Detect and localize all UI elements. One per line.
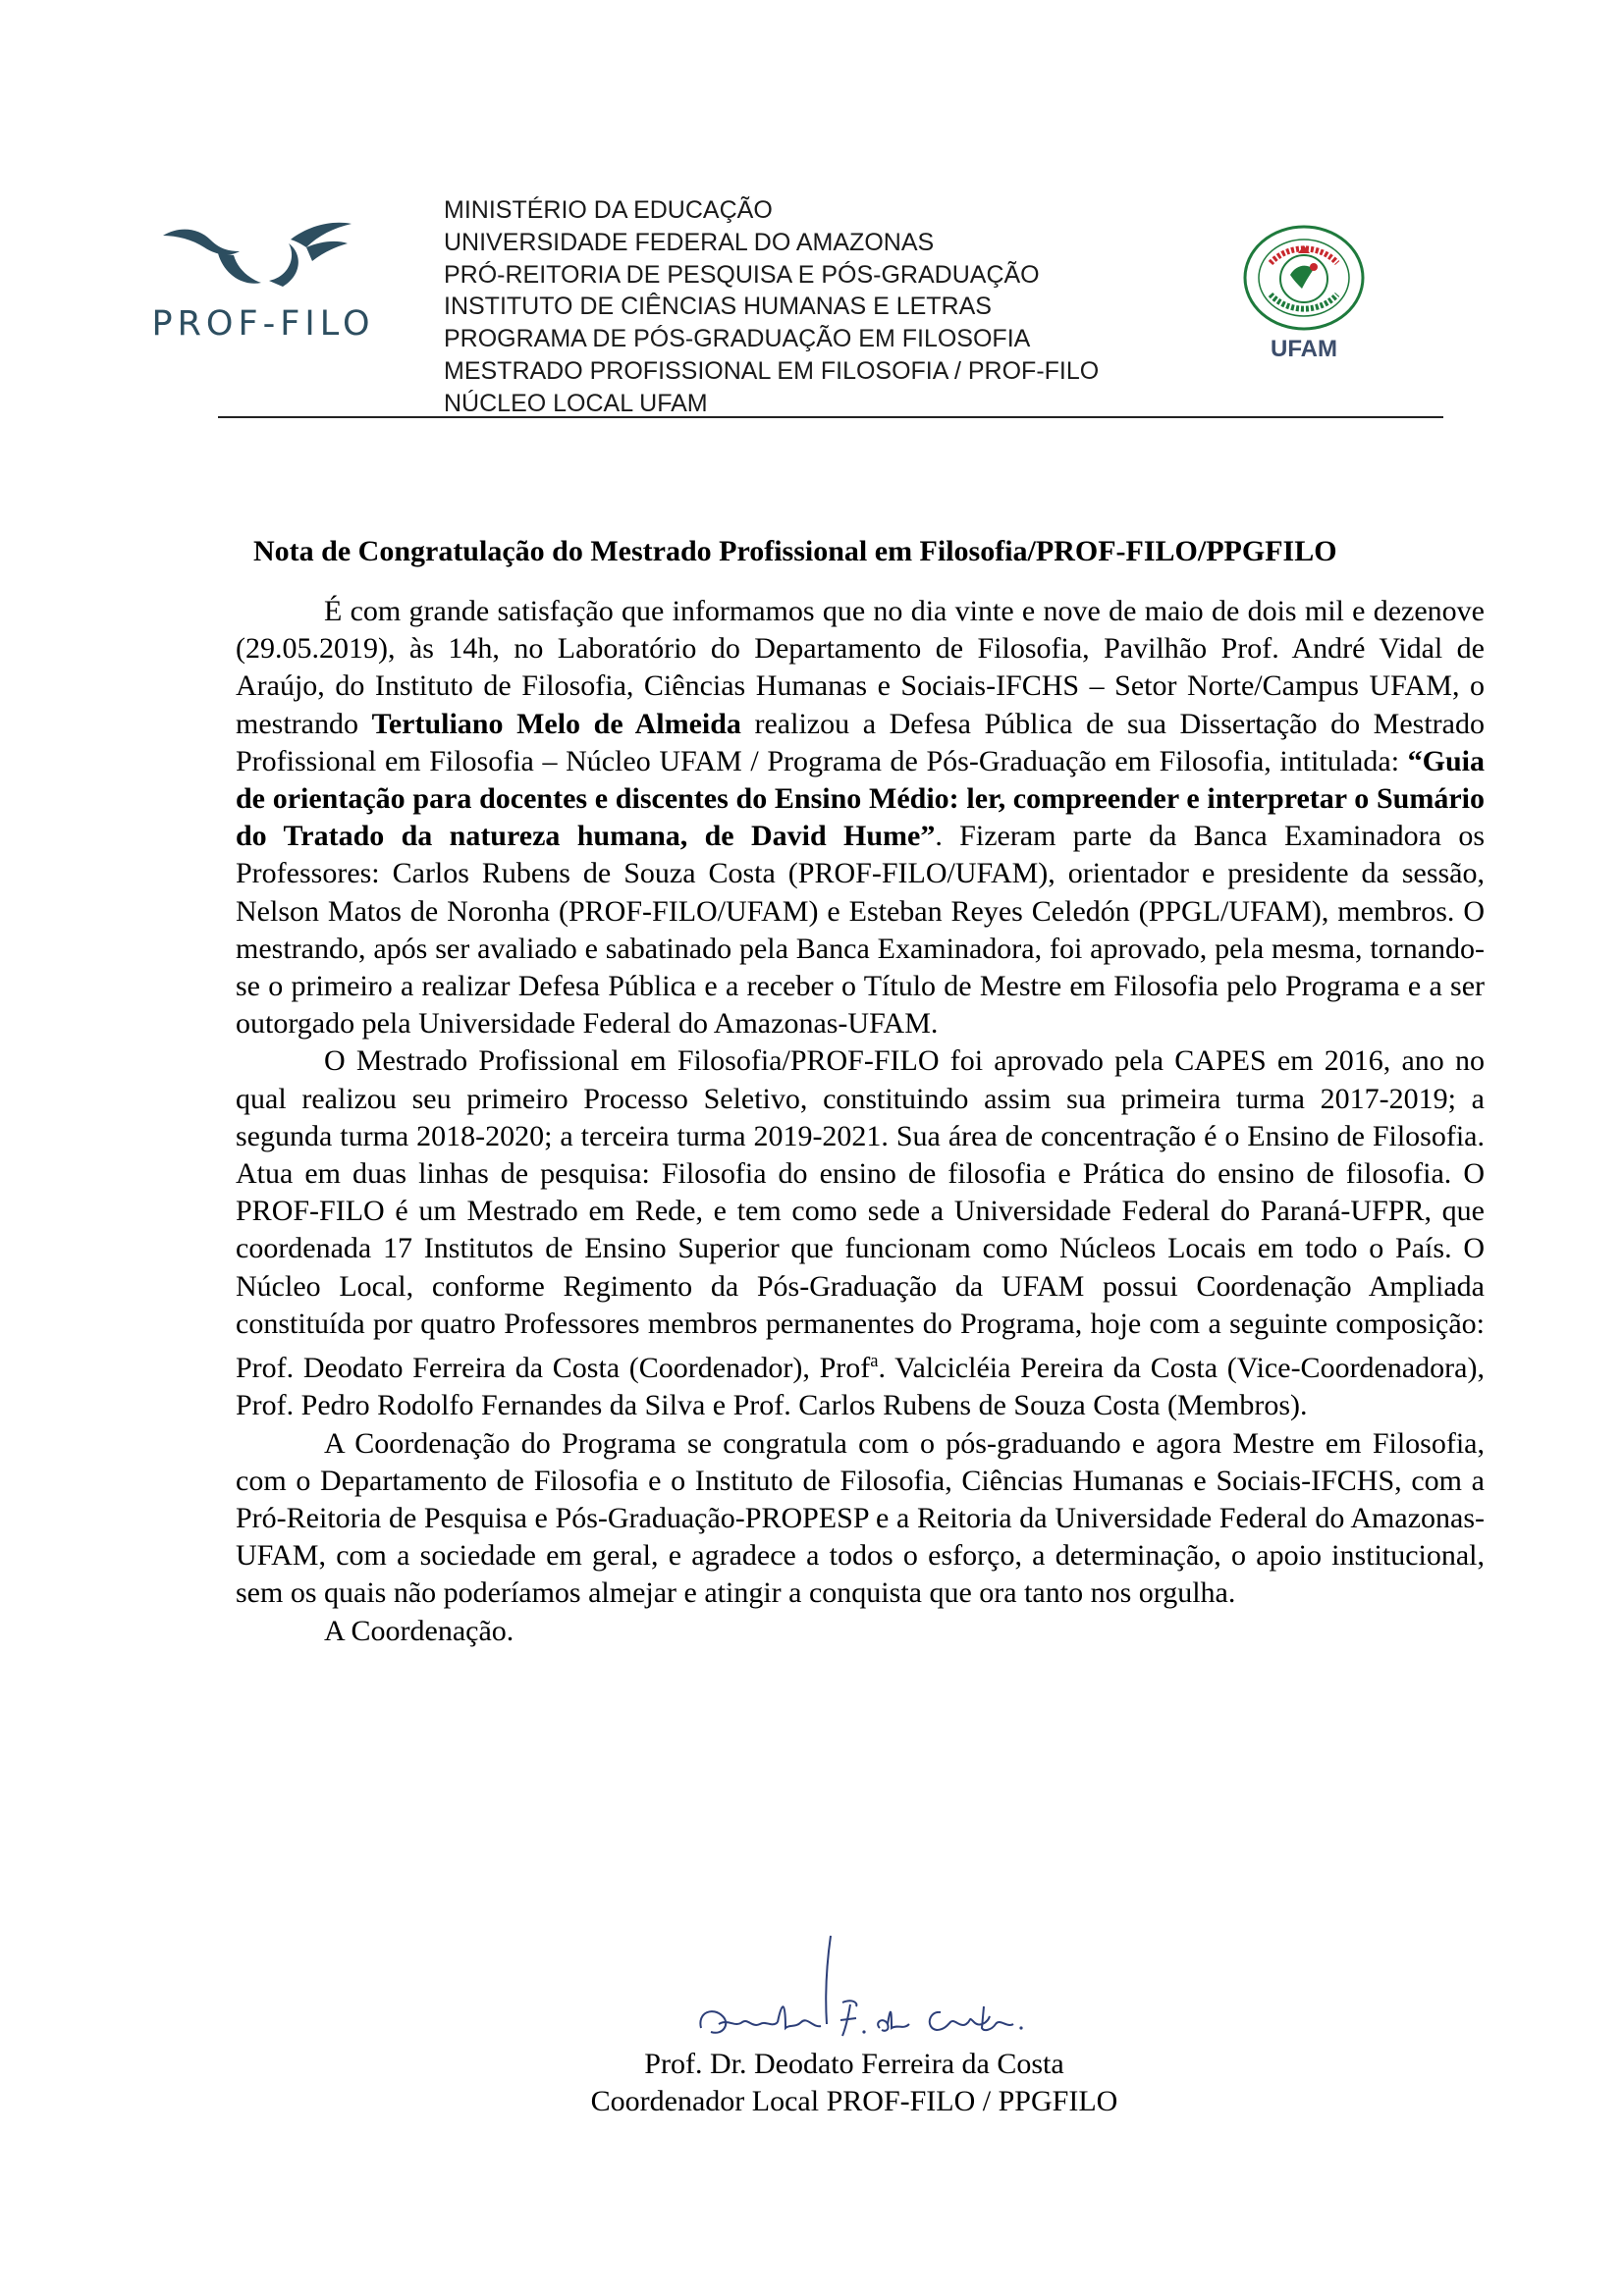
institution-line: PROGRAMA DE PÓS-GRADUAÇÃO EM FILOSOFIA xyxy=(444,325,1031,353)
institution-line: NÚCLEO LOCAL UFAM xyxy=(444,389,708,417)
prof-filo-wings-icon xyxy=(159,218,355,302)
signer-name: Prof. Dr. Deodato Ferreira da Costa xyxy=(644,2048,1064,2080)
thesis-title: “Guia de orientação para docentes e discentes do Ensino Médio: ler, compreender e interpretar o Sumário do Tratado da natureza humana, de David Hume” xyxy=(236,744,1485,853)
superscript: a xyxy=(870,1351,879,1372)
ufam-logo xyxy=(1239,224,1369,371)
signer-role: Coordenador Local PROF-FILO / PPGFILO xyxy=(590,2085,1118,2118)
ufam-seal-icon xyxy=(1241,224,1367,332)
institution-line: MINISTÉRIO DA EDUCAÇÃO xyxy=(444,196,773,224)
closing-line: A Coordenação. xyxy=(324,1614,514,1647)
handwritten-signature xyxy=(683,1934,1056,2050)
paragraph-text: realizou a Defesa Pública de sua Dissertação do Mestrado Profissional em Filosofia – Núcleo UFAM / Programa de Pós-Graduação em Filosofia, intitulada: xyxy=(236,707,1485,777)
document-body xyxy=(236,593,1485,1650)
signer-block xyxy=(550,2046,1159,2121)
paragraph-congratulations: A Coordenação do Programa se congratula com o pós-graduando e agora Mestre em Filosofia, com o Departamento de Filosofia e o Instituto de Filosofia, Ciências Humanas e Sociais-IFCHS, com a Pró-Reitoria de Pesquisa e Pós-Graduação-PROPESP e a Reitoria da Universidade Federal do Amazonas-UFAM, com a sociedade em geral, e agradece a todos o esforço, a determinação, o apoio institucional, sem os quais não poderíamos almejar e atingir a conquista que ora tanto nos orgulha. xyxy=(236,1426,1485,1610)
prof-filo-wordmark: PROF-FILO xyxy=(151,304,375,344)
institution-line: PRÓ-REITORIA DE PESQUISA E PÓS-GRADUAÇÃO xyxy=(444,260,1040,289)
document-title: Nota de Congratulação do Mestrado Profissional em Filosofia/PROF-FILO/PPGFILO xyxy=(253,535,1337,567)
institution-line: UNIVERSIDADE FEDERAL DO AMAZONAS xyxy=(444,228,935,256)
paragraph-text: É com grande satisfação que informamos que no dia vinte e nove de maio de dois mil e dezenove (29.05.2019), às 14h, no Laboratório do Departamento de Filosofia, Pavilhão Prof. André Vidal de Araújo, do Instituto de Filosofia, Ciências Humanas e Sociais-IFCHS – Setor Norte/Campus UFAM, o mestrando xyxy=(236,595,1485,740)
institution-header xyxy=(444,194,1229,420)
ufam-name: UFAM xyxy=(1271,336,1337,362)
student-name: Tertuliano Melo de Almeida xyxy=(371,707,741,740)
institution-line: MESTRADO PROFISSIONAL EM FILOSOFIA / PROF-FILO xyxy=(444,356,1100,385)
prof-filo-logo xyxy=(128,218,399,355)
paragraph-text: . Fizeram parte da Banca Examinadora os Professores: Carlos Rubens de Souza Costa (PROF-FILO/UFAM), orientador e presidente da sessão, Nelson Matos de Noronha (PROF-FILO/UFAM) e Esteban Reyes Celedón (PPGL/UFAM), membros. O mestrando, após ser avaliado e sabatinado pela Banca Examinadora, foi aprovado, pela mesma, tornando-se o primeiro a realizar Defesa Pública e a receber o Título de Mestre em Filosofia pelo Programa e a ser outorgado pela Universidade Federal do Amazonas-UFAM. xyxy=(236,820,1486,1041)
paragraph-defense xyxy=(236,593,1485,1042)
header-divider xyxy=(218,416,1443,418)
paragraph-text: O Mestrado Profissional em Filosofia/PROF-FILO foi aprovado pela CAPES em 2016, ano no qual realizou seu primeiro Processo Seletivo, constituindo assim sua primeira turma 2017-2019; a segunda turma 2018-2020; a terceira turma 2019-2021. Sua área de concentração é o Ensino de Filosofia. Atua em duas linhas de pesquisa: Filosofia do ensino de filosofia e Prática do ensino de filosofia. O PROF-FILO é um Mestrado em Rede, e tem como sede a Universidade Federal do Paraná-UFPR, que coordenada 17 Institutos de Ensino Superior que funcionam como Núcleos Locais em todo o País. O Núcleo Local, conforme Regimento da Pós-Graduação da UFAM possui Coordenação Ampliada constituída por quatro Professores membros permanentes do Programa, hoje com a seguinte composição: Prof. Deodato Ferreira da Costa (Coordenador), Prof xyxy=(236,1044,1485,1385)
paragraph-program xyxy=(236,1042,1485,1424)
paragraph-text: . Valcicléia Pereira da Costa (Vice-Coordenadora), Prof. Pedro Rodolfo Fernandes da Silva e Prof. Carlos Rubens de Souza Costa (Membros). xyxy=(236,1352,1485,1422)
institution-line: INSTITUTO DE CIÊNCIAS HUMANAS E LETRAS xyxy=(444,293,992,321)
